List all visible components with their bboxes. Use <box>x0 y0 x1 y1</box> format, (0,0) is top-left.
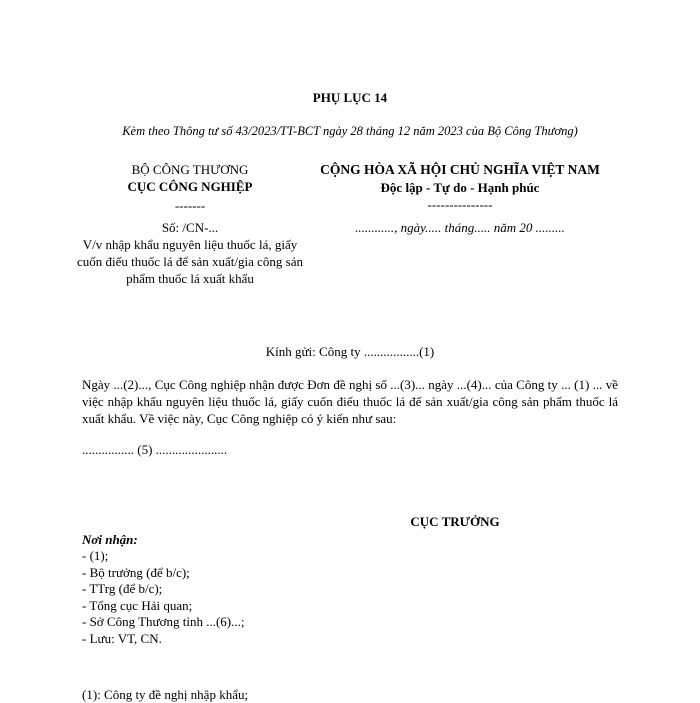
document-subject: V/v nhập khẩu nguyên liệu thuốc lá, giấy cuốn điếu thuốc lá để sản xuất/gia công sản phẩm thuốc lá xuất khẩu <box>77 237 303 286</box>
appendix-title: PHỤ LỤC 14 <box>312 90 388 105</box>
date-line: ............, ngày..... tháng..... năm 20 ......... <box>355 220 565 235</box>
list-item: - Lưu: VT, CN. <box>82 630 162 646</box>
list-item: - Bộ trưởng (để b/c); <box>82 564 190 580</box>
body-paragraph: Ngày ...(2)..., Cục Công nghiệp nhận được Đơn đề nghị số ...(3)... ngày ...(4)... của Công ty ... (1) ... về việc nhập khẩu nguyên liệu thuốc lá, giấy cuốn điếu thuốc lá để sản xuất/gia công sản phẩm thuốc lá xuất khẩu. Về việc này, Cục Công nghiệp có ý kiến như sau: <box>82 377 618 426</box>
footnote: (1): Công ty đề nghị nhập khẩu; <box>82 687 249 702</box>
signature-title: CỤC TRƯỞNG <box>410 514 500 529</box>
right-divider: --------------- <box>427 197 493 212</box>
salutation: Kính gửi: Công ty .................(1) <box>265 344 435 359</box>
appendix-subtitle: Kèm theo Thông tư số 43/2023/TT-BCT ngày 28 tháng 12 năm 2023 của Bộ Công Thương) <box>122 124 578 138</box>
list-item: - Tổng cục Hải quan; <box>82 597 193 613</box>
national-title: CỘNG HÒA XÃ HỘI CHỦ NGHĨA VIỆT NAM <box>320 162 600 177</box>
recipients-title: Nơi nhận: <box>82 532 138 547</box>
document-number: Số: /CN-... <box>161 220 219 235</box>
department-name: CỤC CÔNG NGHIỆP <box>127 179 253 194</box>
recipients-list <box>82 548 244 648</box>
item-5-placeholder: ................ (5) ...................... <box>82 442 228 457</box>
left-divider: ------- <box>174 198 206 213</box>
list-item: - TTrg (để b/c); <box>82 581 163 597</box>
list-item: - (1); <box>82 548 109 563</box>
ministry-name: BỘ CÔNG THƯƠNG <box>131 162 249 177</box>
list-item: - Sở Công Thương tỉnh ...(6)...; <box>82 614 245 630</box>
national-motto: Độc lập - Tự do - Hạnh phúc <box>380 180 540 195</box>
